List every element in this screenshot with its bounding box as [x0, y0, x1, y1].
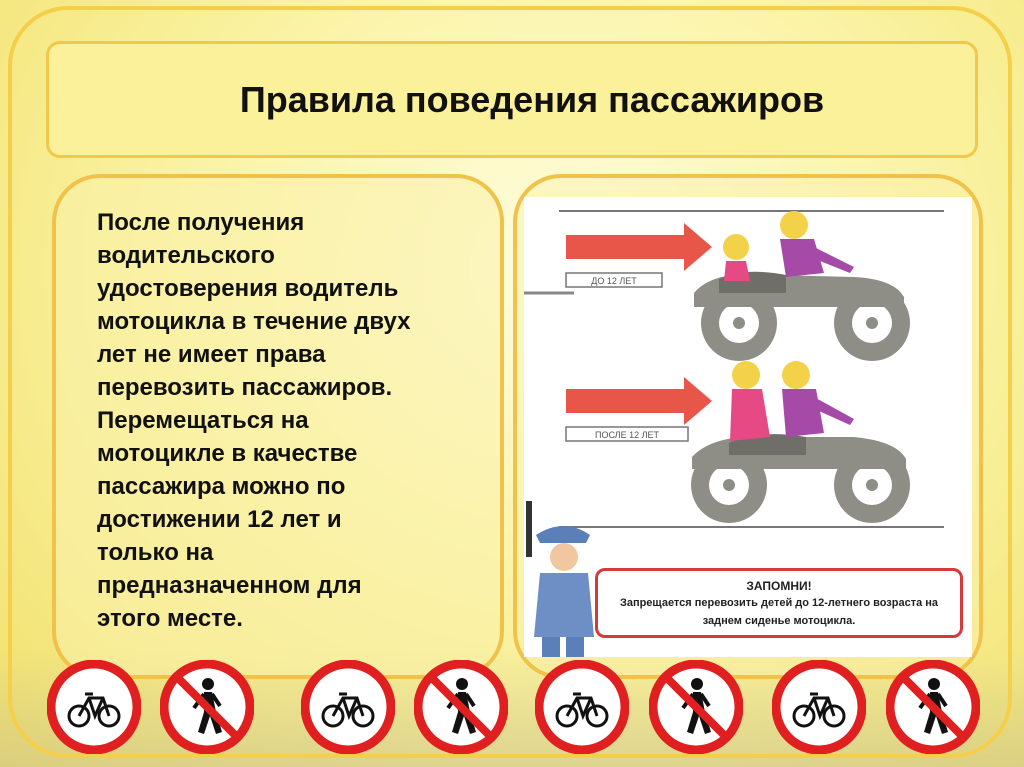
body-text: После получения водительского удостоверения водитель мотоцикла в течение двух лет не имеет права перевозить пассажиров. Перемещаться на мотоцикле в качестве пассажира можно по достижении 12 лет и только на предназначенном для этого месте. [97, 209, 411, 632]
remember-line-2: заднем сиденье мотоцикла. [702, 615, 856, 627]
slide-title: Правила поведения пассажиров [239, 78, 825, 120]
label-bottom: ПОСЛЕ 12 ЛЕТ [595, 430, 659, 440]
police-officer [526, 493, 594, 657]
no-pedestrian-icon [886, 660, 980, 754]
remember-line-1: Запрещается перевозить детей до 12-летнего возраста на [619, 597, 939, 609]
no-bicycle-icon [47, 660, 141, 754]
no-bicycle-icon [772, 660, 866, 754]
no-pedestrian-icon [649, 660, 743, 754]
label-top: ДО 12 ЛЕТ [591, 276, 637, 286]
no-pedestrian-icon [414, 660, 508, 754]
no-pedestrian-icon [160, 660, 254, 754]
motorcycle-top [694, 272, 910, 361]
no-bicycle-icon [535, 660, 629, 754]
driver-rider-bottom [782, 361, 854, 437]
arrow-icon [566, 377, 712, 425]
title-box [46, 41, 978, 158]
child-rider-top [723, 234, 750, 281]
no-bicycle-icon [301, 660, 395, 754]
arrow-icon [566, 223, 712, 271]
passenger-rider-bottom [730, 361, 770, 441]
motorcycle-bottom [691, 434, 910, 523]
remember-box [595, 568, 963, 638]
adult-rider-top [780, 211, 854, 277]
remember-title: ЗАПОМНИ! [746, 579, 812, 593]
